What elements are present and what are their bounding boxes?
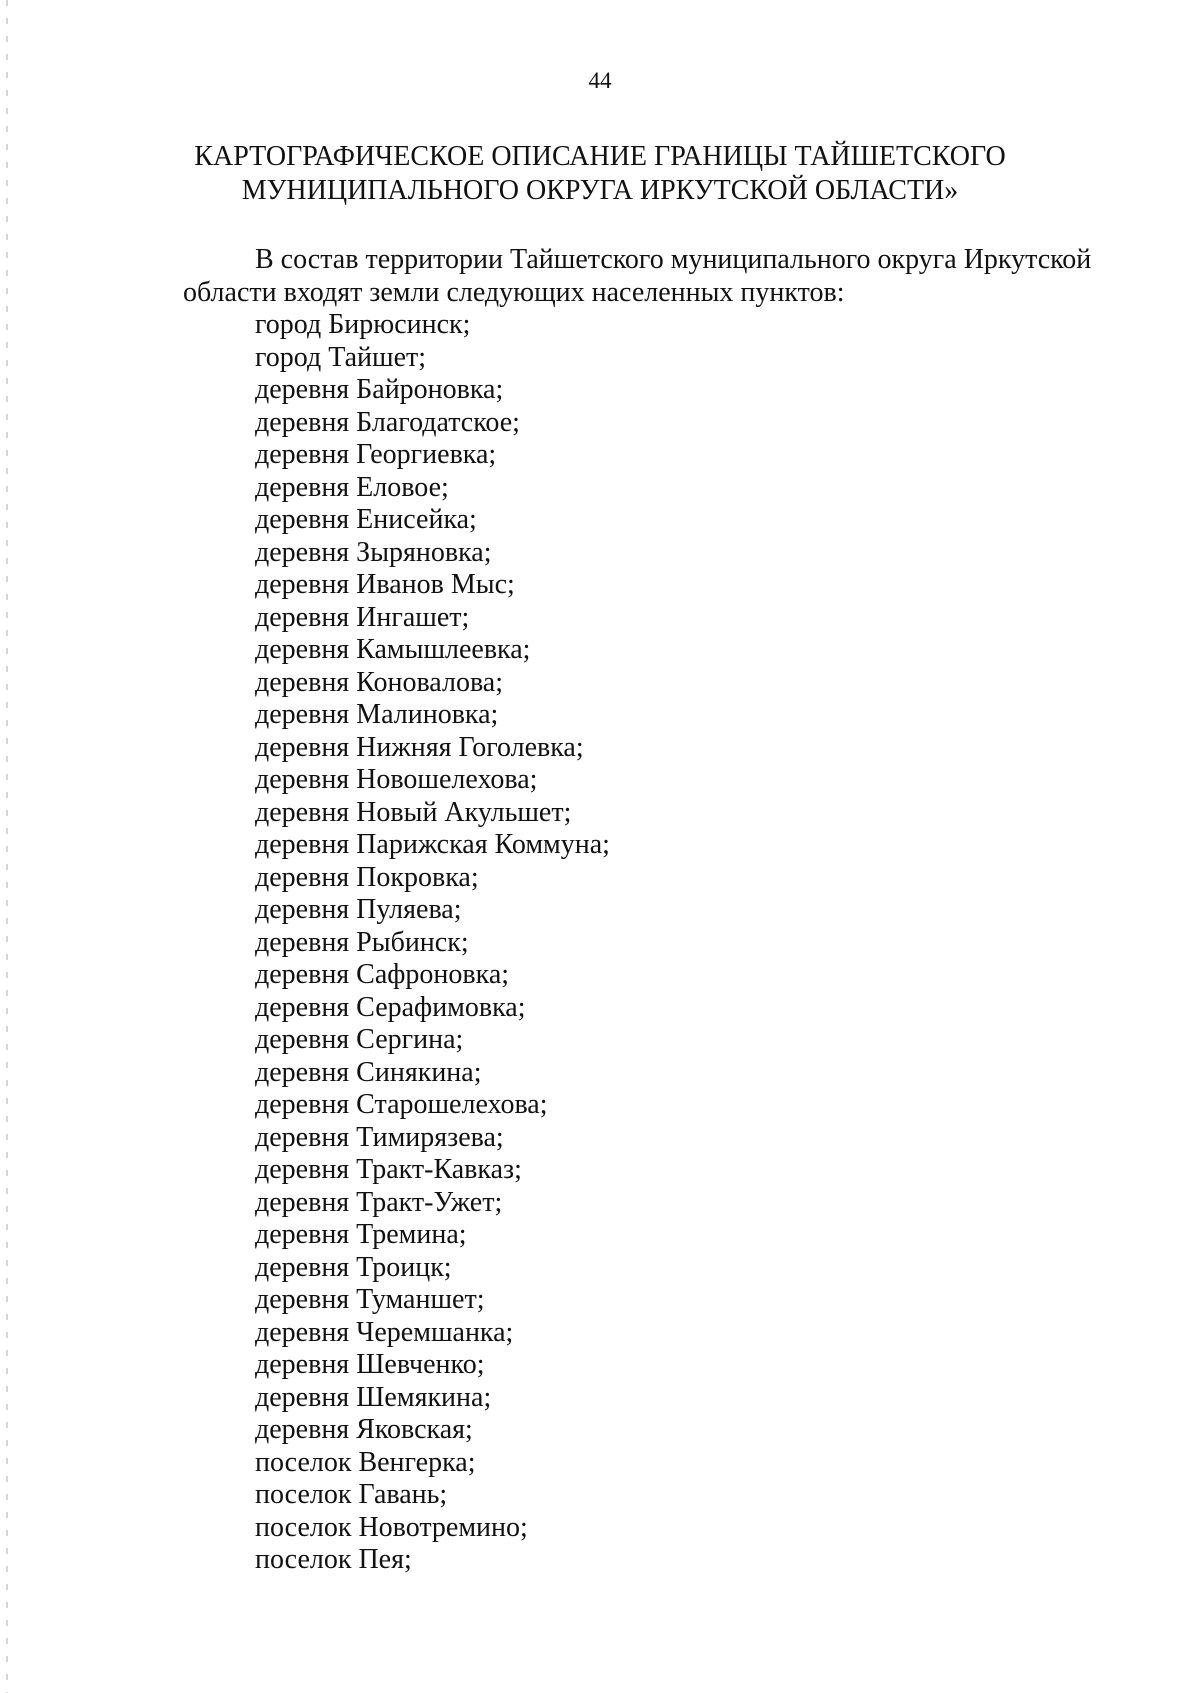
- settlement-list-item: деревня Благодатское;: [255, 406, 520, 438]
- settlement-list-item: деревня Иванов Мыс;: [255, 569, 515, 600]
- page-number: 44: [588, 68, 612, 93]
- settlement-list-item: деревня Яковская;: [255, 1414, 473, 1445]
- settlement-list-item: деревня Парижская Коммуна;: [255, 829, 610, 860]
- settlement-list-item: деревня Туманшет;: [255, 1284, 485, 1315]
- settlement-list-item: деревня Шевченко;: [255, 1349, 485, 1380]
- settlement-list-item: деревня Еловое;: [255, 471, 449, 503]
- settlement-list-item: деревня Енисейка;: [255, 504, 477, 535]
- settlement-list-item: деревня Коновалова;: [255, 666, 504, 698]
- settlement-list-item: деревня Камышлеевка;: [255, 634, 531, 665]
- settlement-list-item: деревня Тимирязева;: [255, 1121, 504, 1153]
- settlement-list-item: деревня Рыбинск;: [255, 926, 469, 958]
- settlement-list-item: деревня Черемшанка;: [255, 1316, 514, 1348]
- settlement-list-item: деревня Байроновка;: [255, 374, 504, 405]
- settlement-list-item: деревня Шемякина;: [255, 1381, 492, 1413]
- scan-edge-artifact: [6, 0, 8, 1693]
- settlement-list-item: деревня Тракт-Кавказ;: [255, 1154, 522, 1185]
- settlement-list-item: поселок Венгерка;: [255, 1446, 476, 1478]
- settlement-list-item: деревня Пуляева;: [255, 894, 462, 925]
- settlement-list-item: деревня Сафроновка;: [255, 959, 510, 990]
- settlement-list-item: город Тайшет;: [255, 341, 427, 373]
- title-line-2: МУНИЦИПАЛЬНОГО ОКРУГА ИРКУТСКОЙ ОБЛАСТИ»: [241, 175, 959, 206]
- settlement-list-item: деревня Сергина;: [255, 1024, 464, 1055]
- settlement-list-item: деревня Покровка;: [255, 861, 479, 893]
- settlement-list-item: деревня Тремина;: [255, 1219, 467, 1250]
- settlement-list-item: деревня Малиновка;: [255, 699, 499, 730]
- settlement-list: [255, 309, 610, 1577]
- intro-line-1: В состав территории Тайшетского муниципального округа Иркутской: [255, 244, 1092, 275]
- settlement-list-item: деревня Ингашет;: [255, 601, 470, 633]
- settlement-list-item: поселок Пея;: [255, 1544, 412, 1575]
- settlement-list-item: город Бирюсинск;: [255, 309, 471, 340]
- settlement-list-item: деревня Синякина;: [255, 1056, 482, 1088]
- intro-paragraph: [183, 244, 1113, 309]
- settlement-list-item: деревня Серафимовка;: [255, 991, 526, 1023]
- document-title: [150, 140, 1050, 208]
- settlement-list-item: поселок Гавань;: [255, 1479, 448, 1510]
- settlement-list-item: деревня Георгиевка;: [255, 439, 497, 470]
- settlement-list-item: деревня Нижняя Гоголевка;: [255, 731, 584, 763]
- settlement-list-item: деревня Троицк;: [255, 1251, 452, 1283]
- title-line-1: КАРТОГРАФИЧЕСКОЕ ОПИСАНИЕ ГРАНИЦЫ ТАЙШЕТСКОГО: [194, 141, 1006, 172]
- intro-line-2: области входят земли следующих населенных пунктов:: [183, 276, 845, 308]
- settlement-list-item: деревня Новый Акульшет;: [255, 796, 572, 828]
- settlement-list-item: поселок Новотремино;: [255, 1511, 528, 1543]
- settlement-list-item: деревня Зыряновка;: [255, 536, 492, 568]
- settlement-list-item: деревня Тракт-Ужет;: [255, 1186, 503, 1218]
- settlement-list-item: деревня Старошелехова;: [255, 1089, 548, 1120]
- settlement-list-item: деревня Новошелехова;: [255, 764, 538, 795]
